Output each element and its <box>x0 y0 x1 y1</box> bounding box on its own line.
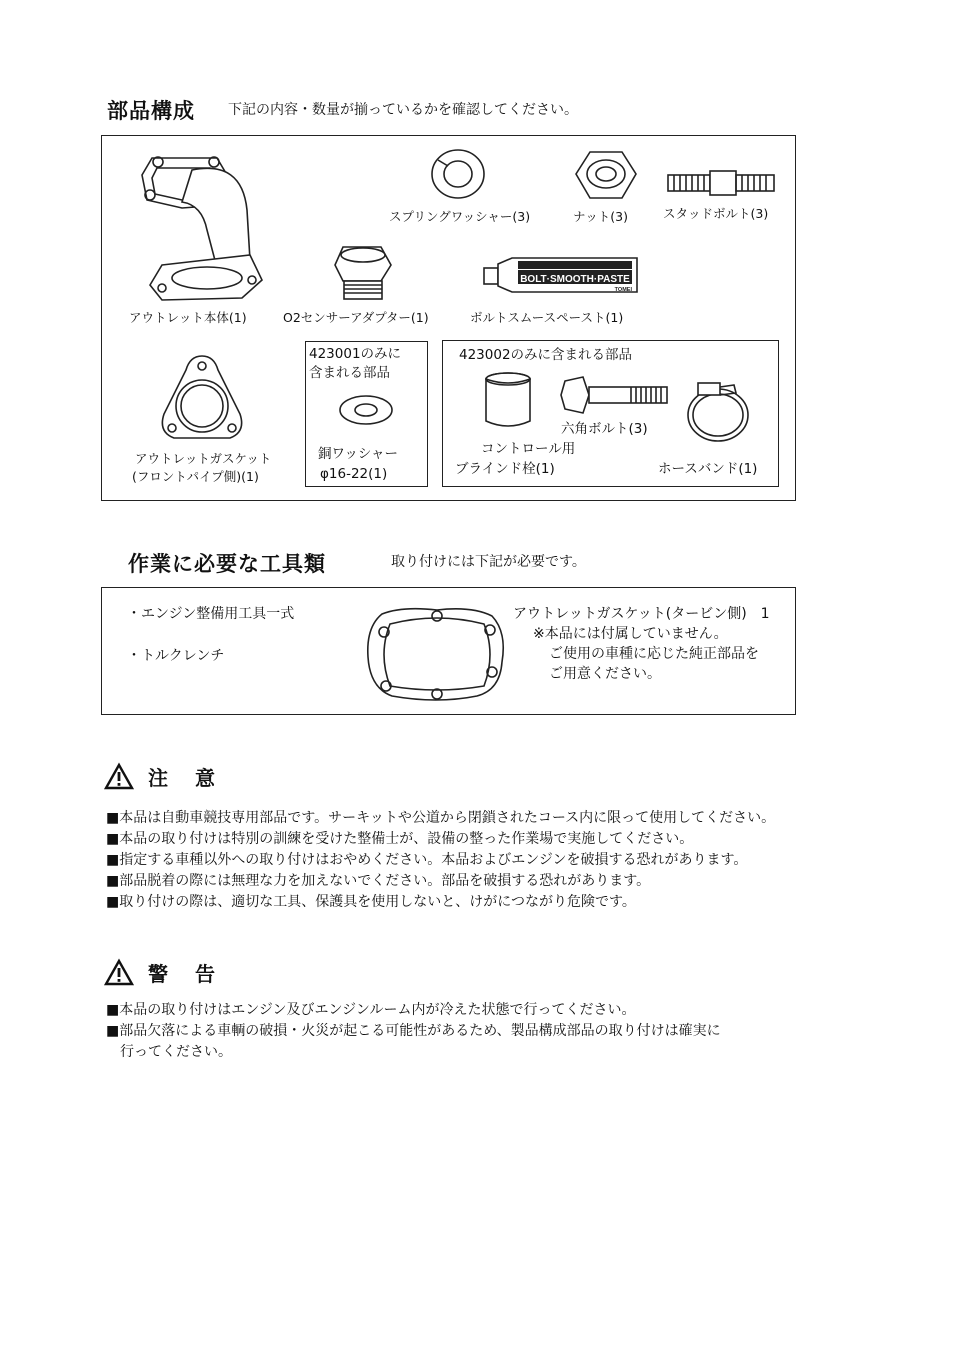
caution-heading <box>104 762 225 791</box>
outlet-gasket-label-line1: アウトレットガスケット <box>135 451 272 466</box>
copper-washer-size: φ16-22(1) <box>320 466 388 482</box>
warning-title: 警 告 <box>148 962 225 986</box>
warning-list <box>106 1000 721 1063</box>
spring-washer-icon <box>428 148 488 203</box>
tools-frame <box>101 587 796 715</box>
caution-item: ■部品脱着の際には無理な力を加えないでください。部品を破損する恐れがあります。 <box>106 873 651 889</box>
o2-adapter-icon <box>333 243 393 301</box>
stud-bolt-label: スタッドボルト(3) <box>663 206 769 221</box>
caution-item: ■指定する車種以外への取り付けはおやめください。本品およびエンジンを破損する恐れがあります。 <box>106 852 748 868</box>
box-423001-heading-line2: 含まれる部品 <box>309 365 390 381</box>
caution-item: ■取り付けの際は、適切な工具、保護具を使用しないと、けがにつながり危険です。 <box>106 894 636 910</box>
warning-heading <box>104 958 225 987</box>
tool-item-2: ・トルクレンチ <box>127 648 225 664</box>
warning-item: ■本品の取り付けはエンジン及びエンジンルーム内が冷えた状態で行ってください。 <box>106 1002 636 1018</box>
outlet-body-illustration <box>122 150 252 305</box>
box-423001 <box>305 341 428 487</box>
warning-triangle-icon <box>104 763 134 790</box>
hex-bolt-label: 六角ボルト(3) <box>561 421 648 437</box>
warning-triangle-icon <box>104 959 134 986</box>
paste-tube-brand: TOMEI <box>614 287 632 293</box>
turbine-gasket-icon <box>362 602 512 706</box>
turbine-gasket-label: アウトレットガスケット(タービン側) 1 <box>513 606 770 622</box>
blind-plug-label-line1: コントロール用 <box>481 441 576 457</box>
warning-item: ■部品欠落による車輌の破損・火災が起こる可能性があるため、製品構成部品の取り付けは確実に <box>106 1023 721 1039</box>
blind-plug-icon <box>483 371 535 431</box>
o2-adapter-label: O2センサーアダプター(1) <box>283 310 429 325</box>
turbine-gasket-instruction-1: ご使用の車種に応じた純正部品を <box>549 646 759 662</box>
hose-band-label: ホースバンド(1) <box>658 461 758 477</box>
paste-tube-label: BOLT·SMOOTH·PASTE <box>520 274 630 285</box>
bolt-paste-tube-icon <box>482 254 644 296</box>
copper-washer-icon <box>338 394 394 426</box>
turbine-gasket-note: ※本品には付属していません。 <box>533 626 728 642</box>
box-423002 <box>442 340 779 487</box>
tools-section-note: 取り付けには下記が必要です。 <box>391 554 586 570</box>
outlet-gasket-label-line2: (フロントパイプ側)(1) <box>132 469 259 484</box>
parts-section-note: 下記の内容・数量が揃っているかを確認してください。 <box>228 102 578 118</box>
hex-bolt-icon <box>561 375 671 415</box>
turbine-gasket-instruction-2: ご用意ください。 <box>549 666 661 682</box>
tool-item-1: ・エンジン整備用工具一式 <box>127 606 295 622</box>
caution-item: ■本品は自動車競技専用部品です。サーキットや公道から閉鎖されたコース内に限って使用してください。 <box>106 810 776 826</box>
outlet-gasket-icon <box>156 352 248 444</box>
tools-section-title: 作業に必要な工具類 <box>128 552 326 576</box>
caution-list <box>106 808 775 913</box>
parts-frame <box>101 135 796 501</box>
nut-icon <box>574 148 638 203</box>
nut-label: ナット(3) <box>573 209 628 224</box>
copper-washer-label: 銅ワッシャー <box>318 446 399 462</box>
hose-band-icon <box>684 381 754 445</box>
warning-item: 行ってください。 <box>106 1044 232 1060</box>
spring-washer-label: スプリングワッシャー(3) <box>389 209 531 224</box>
outlet-body-label: アウトレット本体(1) <box>129 310 247 325</box>
bolt-paste-label: ボルトスムースペースト(1) <box>470 310 624 325</box>
blind-plug-label-line2: ブラインド栓(1) <box>455 461 555 477</box>
stud-bolt-icon <box>666 169 778 199</box>
parts-section-title: 部品構成 <box>107 99 195 123</box>
box-423001-heading-line1: 423001のみに <box>309 346 402 362</box>
caution-title: 注 意 <box>148 766 225 790</box>
box-423002-heading: 423002のみに含まれる部品 <box>459 347 633 363</box>
caution-item: ■本品の取り付けは特別の訓練を受けた整備士が、設備の整った作業場で実施してください。 <box>106 831 694 847</box>
